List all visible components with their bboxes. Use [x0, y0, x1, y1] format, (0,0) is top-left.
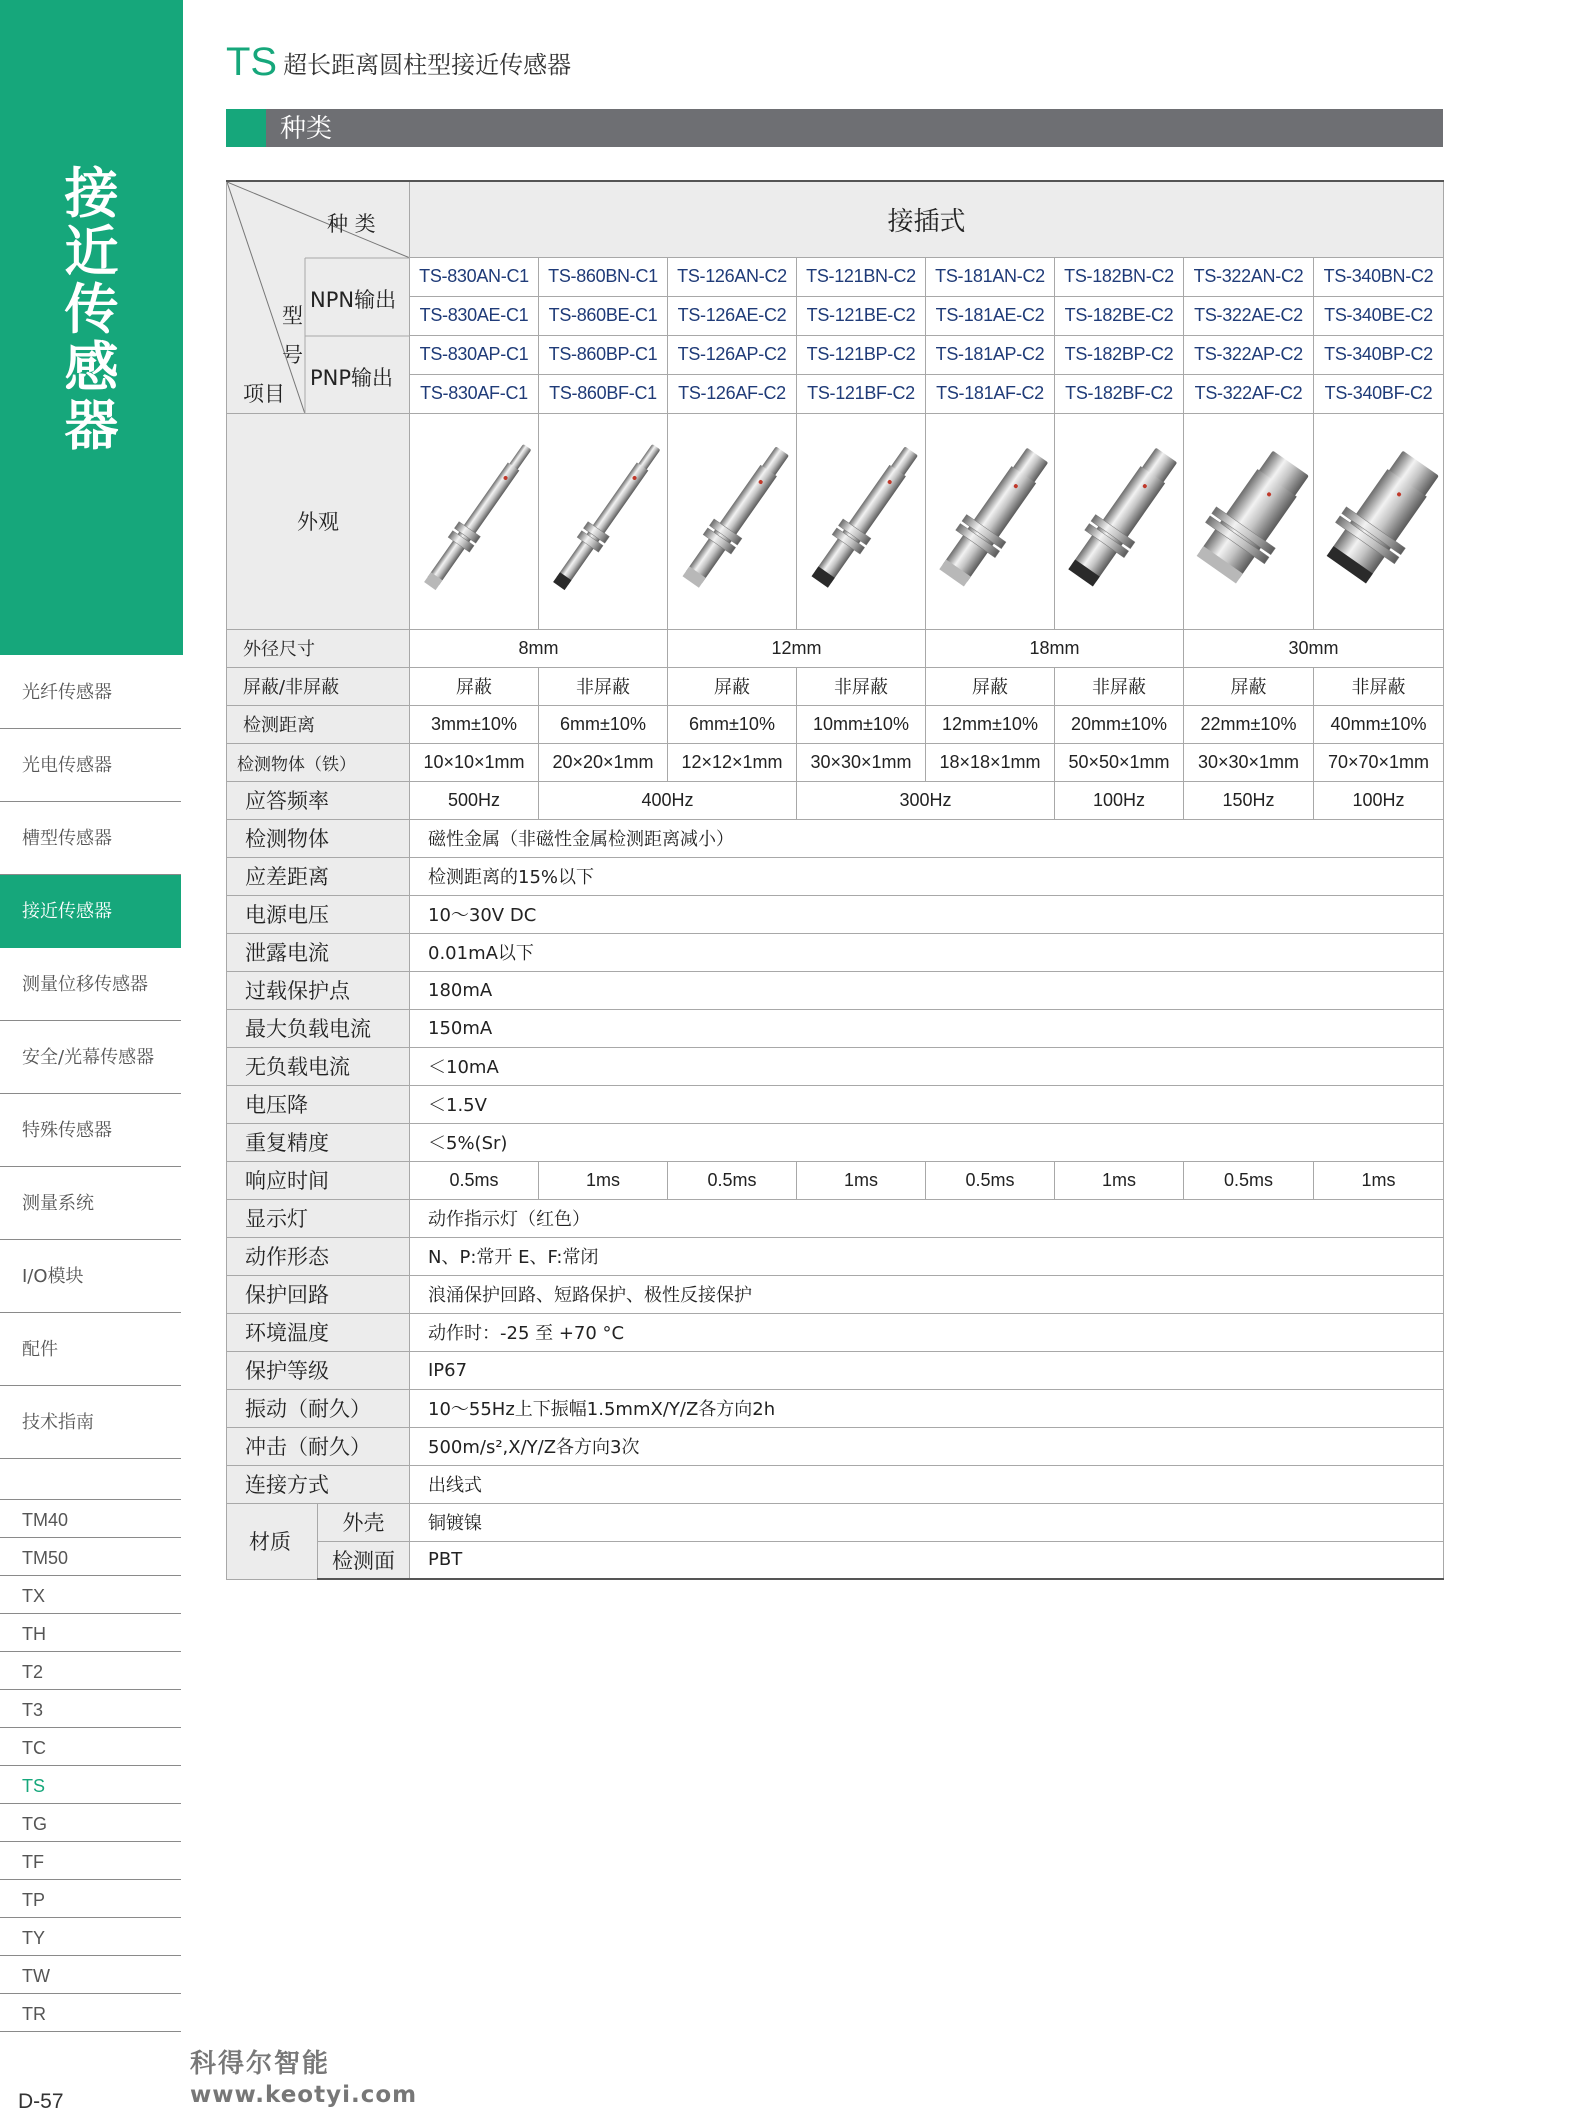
pnp-output-label: PNP输出 — [310, 366, 394, 390]
face-label: 检测面 — [318, 1541, 410, 1579]
nav-item-measurement[interactable]: 测量系统 — [0, 1167, 181, 1240]
connection-type: 接插式 — [410, 181, 1444, 257]
spec-label: 过载保护点 — [227, 971, 410, 1009]
target-value: 50×50×1mm — [1055, 743, 1184, 781]
spec-value: 浪涌保护回路、短路保护、极性反接保护 — [410, 1275, 1444, 1313]
spec-label: 动作形态 — [227, 1237, 410, 1275]
face-value: PBT — [410, 1541, 1444, 1579]
freq-label: 应答频率 — [227, 781, 410, 819]
spec-value: 180mA — [410, 971, 1444, 1009]
spec-label: 重复精度 — [227, 1123, 410, 1161]
table-corner — [227, 181, 410, 413]
freq-value: 100Hz — [1055, 781, 1184, 819]
spec-value: 检测距离的15%以下 — [410, 857, 1444, 895]
shield-value: 屏蔽 — [926, 667, 1055, 705]
proximity-sensor-image — [668, 421, 796, 621]
freq-value: 500Hz — [410, 781, 539, 819]
table-row — [227, 1123, 1444, 1161]
watermark-line1: 科得尔智能 — [190, 2049, 331, 2079]
table-row — [227, 819, 1444, 857]
series-item-ts[interactable]: TS — [0, 1766, 181, 1804]
series-item-tf[interactable]: TF — [0, 1842, 181, 1880]
model-code: TS-182BN-C2 — [1055, 257, 1184, 296]
model-code: TS-181AF-C2 — [926, 374, 1055, 413]
model-code: TS-121BP-C2 — [797, 335, 926, 374]
target-label: 检测物体（铁） — [227, 743, 410, 781]
diameter-value: 18mm — [926, 629, 1184, 667]
series-item-tp[interactable]: TP — [0, 1880, 181, 1918]
model-code: TS-322AP-C2 — [1184, 335, 1314, 374]
table-row — [227, 1199, 1444, 1237]
spec-label: 振动（耐久） — [227, 1389, 410, 1427]
table-row — [227, 895, 1444, 933]
spec-label: 电源电压 — [227, 895, 410, 933]
target-value: 20×20×1mm — [539, 743, 668, 781]
spec-value: ＜1.5V — [410, 1085, 1444, 1123]
spec-value: IP67 — [410, 1351, 1444, 1389]
response-value: 1ms — [1314, 1161, 1444, 1199]
nav-item-guide[interactable]: 技术指南 — [0, 1386, 181, 1459]
spec-value: 150mA — [410, 1009, 1444, 1047]
table-row — [227, 857, 1444, 895]
freq-value: 150Hz — [1184, 781, 1314, 819]
series-item-tx[interactable]: TX — [0, 1576, 181, 1614]
target-value: 18×18×1mm — [926, 743, 1055, 781]
proximity-sensor-image — [410, 421, 538, 621]
distance-value: 22mm±10% — [1184, 705, 1314, 743]
sensor-photo-cell — [668, 413, 797, 629]
model-code: TS-181AP-C2 — [926, 335, 1055, 374]
series-item-th[interactable]: TH — [0, 1614, 181, 1652]
sensor-photo-cell — [539, 413, 668, 629]
spec-value: 500m/s²,X/Y/Z各方向3次 — [410, 1427, 1444, 1465]
model-code: TS-322AN-C2 — [1184, 257, 1314, 296]
proximity-sensor-image — [1315, 421, 1443, 621]
spec-value: 动作指示灯（红色） — [410, 1199, 1444, 1237]
spec-label: 最大负载电流 — [227, 1009, 410, 1047]
spec-value: N、P:常开 E、F:常闭 — [410, 1237, 1444, 1275]
series-item-t3[interactable]: T3 — [0, 1690, 181, 1728]
corner-model-label-1: 型 — [282, 304, 303, 328]
target-value: 30×30×1mm — [1184, 743, 1314, 781]
series-item-tr[interactable]: TR — [0, 1994, 181, 2032]
side-nav — [0, 656, 181, 1459]
table-row — [227, 1085, 1444, 1123]
series-item-tm40[interactable]: TM40 — [0, 1500, 181, 1538]
table-row — [227, 781, 1444, 819]
table-row — [227, 1047, 1444, 1085]
table-row — [227, 743, 1444, 781]
model-code: TS-121BF-C2 — [797, 374, 926, 413]
table-row — [227, 1009, 1444, 1047]
nav-item-displacement[interactable]: 测量位移传感器 — [0, 948, 181, 1021]
section-accent — [226, 109, 266, 147]
shield-value: 屏蔽 — [668, 667, 797, 705]
model-code: TS-121BE-C2 — [797, 296, 926, 335]
response-value: 0.5ms — [410, 1161, 539, 1199]
shield-value: 非屏蔽 — [539, 667, 668, 705]
housing-label: 外壳 — [318, 1503, 410, 1541]
shield-value: 屏蔽 — [1184, 667, 1314, 705]
spec-label: 连接方式 — [227, 1465, 410, 1503]
table-row — [227, 629, 1444, 667]
sensor-photo-cell — [1184, 413, 1314, 629]
spec-value: 10～30V DC — [410, 895, 1444, 933]
npn-output-label: NPN输出 — [310, 288, 397, 312]
diameter-value: 12mm — [668, 629, 926, 667]
model-code: TS-830AF-C1 — [410, 374, 539, 413]
spec-label: 泄露电流 — [227, 933, 410, 971]
shield-label: 屏蔽/非屏蔽 — [227, 667, 410, 705]
distance-value: 12mm±10% — [926, 705, 1055, 743]
housing-value: 铜镀镍 — [410, 1503, 1444, 1541]
table-row — [227, 1313, 1444, 1351]
table-row — [227, 1503, 1444, 1541]
model-code: TS-860BP-C1 — [539, 335, 668, 374]
table-row — [227, 1275, 1444, 1313]
page-number: D-57 — [18, 2090, 64, 2113]
spec-label: 环境温度 — [227, 1313, 410, 1351]
model-code: TS-830AN-C1 — [410, 257, 539, 296]
watermark — [190, 2043, 417, 2108]
spec-label: 电压降 — [227, 1085, 410, 1123]
corner-model-label-2: 号 — [282, 343, 303, 367]
table-row — [227, 1427, 1444, 1465]
response-value: 1ms — [1055, 1161, 1184, 1199]
spec-label: 保护回路 — [227, 1275, 410, 1313]
nav-item-io[interactable]: I/O模块 — [0, 1240, 181, 1313]
sensor-photo-cell — [926, 413, 1055, 629]
sensor-photo-cell — [1314, 413, 1444, 629]
nav-item-accessories[interactable]: 配件 — [0, 1313, 181, 1386]
nav-item-slot[interactable]: 槽型传感器 — [0, 802, 181, 875]
target-value: 12×12×1mm — [668, 743, 797, 781]
spec-value: 动作时：-25 至 +70 °C — [410, 1313, 1444, 1351]
appearance-label: 外观 — [227, 413, 410, 629]
distance-value: 10mm±10% — [797, 705, 926, 743]
model-code: TS-860BF-C1 — [539, 374, 668, 413]
model-code: TS-830AP-C1 — [410, 335, 539, 374]
proximity-sensor-image — [926, 421, 1054, 621]
table-row — [227, 933, 1444, 971]
spec-label: 检测物体 — [227, 819, 410, 857]
page-title — [226, 40, 571, 85]
material-label: 材质 — [227, 1503, 318, 1579]
spec-label: 保护等级 — [227, 1351, 410, 1389]
response-value: 0.5ms — [668, 1161, 797, 1199]
nav-item-proximity[interactable]: 接近传感器 — [0, 875, 181, 948]
nav-item-safety[interactable]: 安全/光幕传感器 — [0, 1021, 181, 1094]
target-value: 30×30×1mm — [797, 743, 926, 781]
model-code: TS-182BF-C2 — [1055, 374, 1184, 413]
model-code: TS-860BE-C1 — [539, 296, 668, 335]
model-code: TS-340BE-C2 — [1314, 296, 1444, 335]
response-value: 0.5ms — [926, 1161, 1055, 1199]
diameter-label: 外径尺寸 — [227, 629, 410, 667]
spec-label: 显示灯 — [227, 1199, 410, 1237]
model-code: TS-181AN-C2 — [926, 257, 1055, 296]
series-item-tc[interactable]: TC — [0, 1728, 181, 1766]
table-row — [227, 413, 1444, 629]
series-item-t2[interactable]: T2 — [0, 1652, 181, 1690]
product-name: 超长距离圆柱型接近传感器 — [283, 51, 572, 79]
distance-value: 20mm±10% — [1055, 705, 1184, 743]
response-value: 0.5ms — [1184, 1161, 1314, 1199]
model-code: TS-860BN-C1 — [539, 257, 668, 296]
shield-value: 非屏蔽 — [1055, 667, 1184, 705]
spec-value: ＜5%(Sr) — [410, 1123, 1444, 1161]
diameter-value: 8mm — [410, 629, 668, 667]
target-value: 10×10×1mm — [410, 743, 539, 781]
proximity-sensor-image — [1185, 421, 1313, 621]
table-row — [227, 1465, 1444, 1503]
series-item-tw[interactable]: TW — [0, 1956, 181, 1994]
spec-value: 磁性金属（非磁性金属检测距离减小） — [410, 819, 1444, 857]
model-code: TS-340BP-C2 — [1314, 335, 1444, 374]
table-row — [227, 667, 1444, 705]
freq-value: 100Hz — [1314, 781, 1444, 819]
sensor-photo-cell — [797, 413, 926, 629]
model-code: TS-182BE-C2 — [1055, 296, 1184, 335]
distance-value: 6mm±10% — [539, 705, 668, 743]
category-tab — [0, 0, 183, 655]
distance-value: 40mm±10% — [1314, 705, 1444, 743]
model-code: TS-126AP-C2 — [668, 335, 797, 374]
table-row — [227, 1237, 1444, 1275]
sensor-photo-cell — [1055, 413, 1184, 629]
model-code: TS-830AE-C1 — [410, 296, 539, 335]
spec-table — [226, 180, 1444, 1580]
freq-value: 400Hz — [539, 781, 797, 819]
model-code: TS-322AF-C2 — [1184, 374, 1314, 413]
sensor-photo-cell — [410, 413, 539, 629]
corner-item-label: 项目 — [243, 382, 285, 406]
shield-value: 非屏蔽 — [797, 667, 926, 705]
shield-value: 非屏蔽 — [1314, 667, 1444, 705]
table-row — [227, 1541, 1444, 1579]
model-code: TS-126AF-C2 — [668, 374, 797, 413]
model-code: TS-126AE-C2 — [668, 296, 797, 335]
table-row — [227, 971, 1444, 1009]
spec-label: 无负载电流 — [227, 1047, 410, 1085]
category-title: 接 近 传 感 器 — [64, 162, 119, 457]
shield-value: 屏蔽 — [410, 667, 539, 705]
target-value: 70×70×1mm — [1314, 743, 1444, 781]
series-list — [0, 1499, 181, 2032]
table-row — [227, 705, 1444, 743]
spec-value: 出线式 — [410, 1465, 1444, 1503]
series-item-tg[interactable]: TG — [0, 1804, 181, 1842]
nav-item-fiber[interactable]: 光纤传感器 — [0, 656, 181, 729]
watermark-line2: www.keotyi.com — [190, 2082, 418, 2108]
response-value: 1ms — [539, 1161, 668, 1199]
distance-label: 检测距离 — [227, 705, 410, 743]
series-item-ty[interactable]: TY — [0, 1918, 181, 1956]
model-code: TS-322AE-C2 — [1184, 296, 1314, 335]
section-title: 种类 — [280, 114, 333, 144]
proximity-sensor-image — [1055, 421, 1183, 621]
table-row — [227, 1389, 1444, 1427]
spec-value: ＜10mA — [410, 1047, 1444, 1085]
spec-value: 0.01mA以下 — [410, 933, 1444, 971]
distance-value: 3mm±10% — [410, 705, 539, 743]
series-item-tm50[interactable]: TM50 — [0, 1538, 181, 1576]
spec-label: 应差距离 — [227, 857, 410, 895]
model-code: TS-121BN-C2 — [797, 257, 926, 296]
corner-kind-label: 种 类 — [327, 212, 376, 236]
response-value: 1ms — [797, 1161, 926, 1199]
proximity-sensor-image — [539, 421, 667, 621]
nav-item-special[interactable]: 特殊传感器 — [0, 1094, 181, 1167]
model-code: TS-340BN-C2 — [1314, 257, 1444, 296]
spec-label: 冲击（耐久） — [227, 1427, 410, 1465]
model-code: TS-126AN-C2 — [668, 257, 797, 296]
spec-value: 10～55Hz上下振幅1.5mmX/Y/Z各方向2h — [410, 1389, 1444, 1427]
model-code: TS-182BP-C2 — [1055, 335, 1184, 374]
nav-item-photoelectric[interactable]: 光电传感器 — [0, 729, 181, 802]
proximity-sensor-image — [797, 421, 925, 621]
distance-value: 6mm±10% — [668, 705, 797, 743]
model-code: TS-340BF-C2 — [1314, 374, 1444, 413]
section-bar — [226, 109, 1443, 147]
model-code: TS-181AE-C2 — [926, 296, 1055, 335]
freq-value: 300Hz — [797, 781, 1055, 819]
diameter-value: 30mm — [1184, 629, 1444, 667]
table-row — [227, 1161, 1444, 1199]
table-row — [227, 1351, 1444, 1389]
series-code: TS — [226, 40, 278, 84]
response-label: 响应时间 — [227, 1161, 410, 1199]
